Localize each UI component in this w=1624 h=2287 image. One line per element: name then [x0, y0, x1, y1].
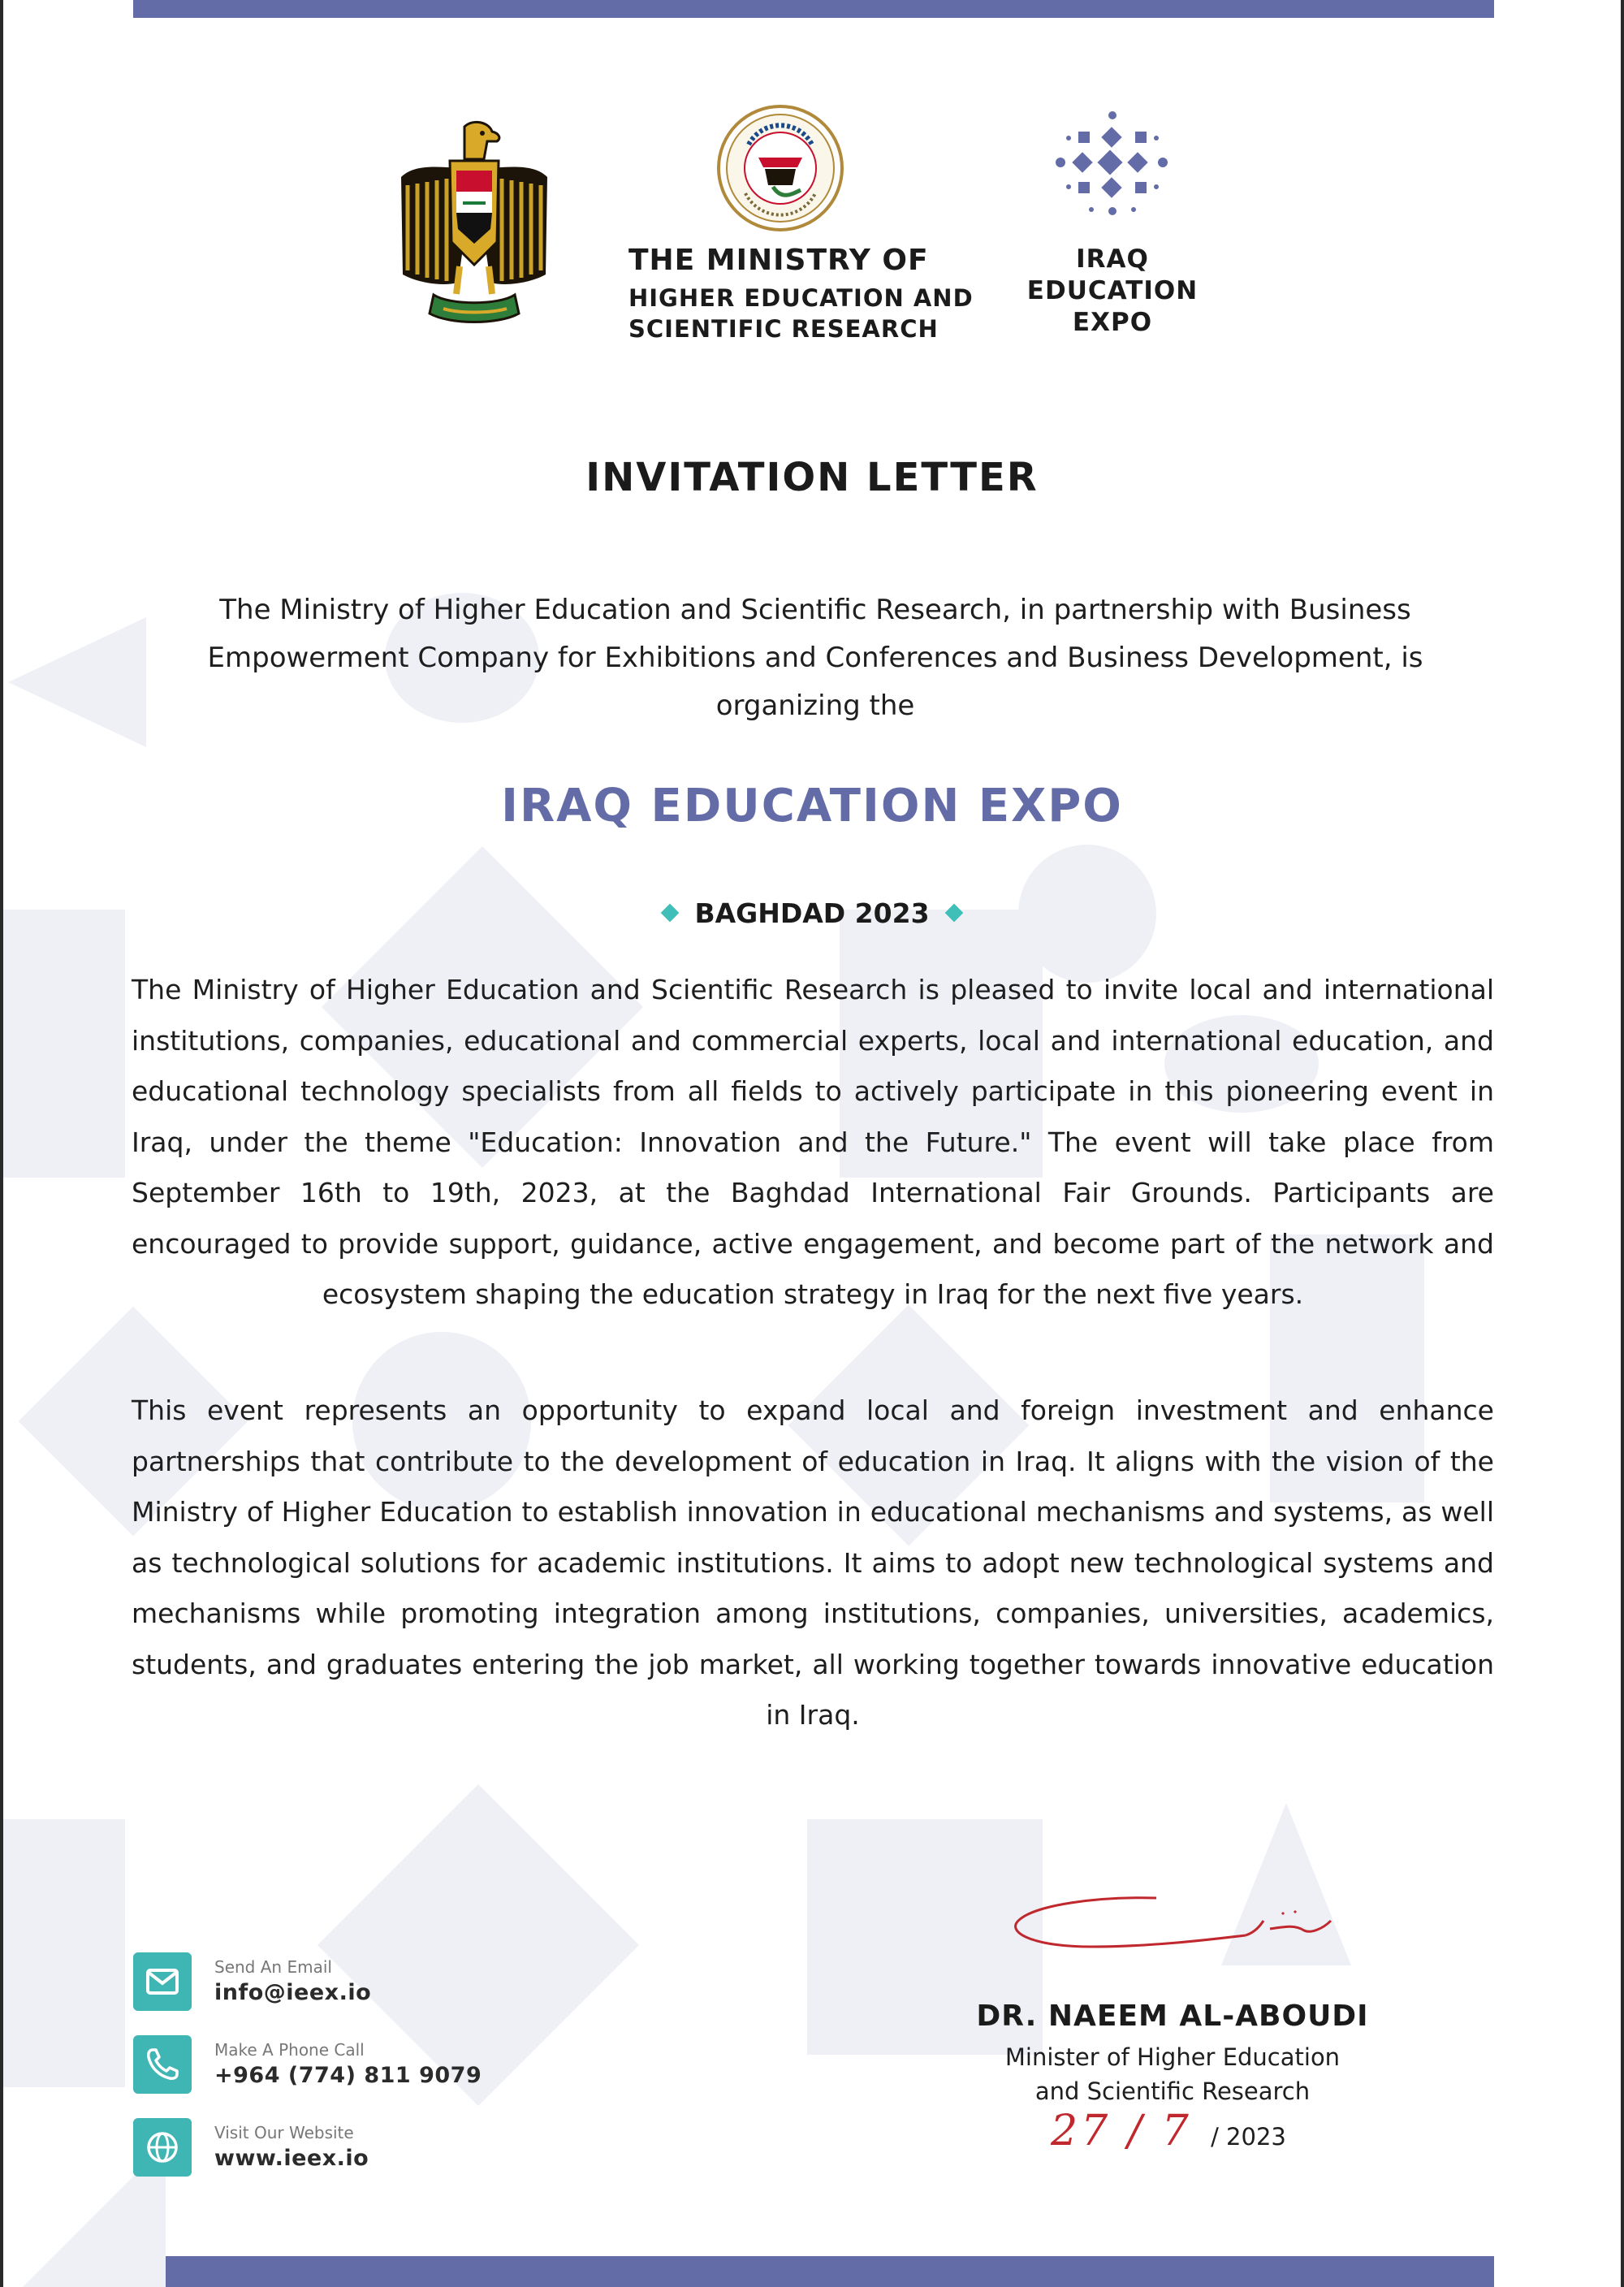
- ministry-name-line3: SCIENTIFIC RESEARCH: [628, 315, 939, 343]
- event-name: IRAQ EDUCATION EXPO: [501, 780, 1123, 832]
- contact-email-value[interactable]: info@ieex.io: [214, 1980, 372, 2005]
- signatory-role: [929, 2040, 1416, 2108]
- expo-name-header: [1007, 244, 1218, 339]
- contact-phone-value[interactable]: +964 (774) 811 9079: [214, 2063, 482, 2088]
- bottom-accent-band: [133, 2256, 1494, 2287]
- letter-title: INVITATION LETTER: [585, 455, 1039, 500]
- diamond-bullet-icon: [944, 903, 963, 922]
- ministry-seal-logo: [716, 104, 844, 232]
- top-accent-band: [133, 0, 1494, 18]
- body-paragraph-1: The Ministry of Higher Education and Scientific Research is pleased to invite local and international institutions, companies, educational and commercial experts, local and international education, and educational technology specialists from all fields to actively participate in this pioneering event in Iraq, under the theme "Education: Innovation and the Future." The event will take place from September 16th to 19th, 2023, at the Baghdad International Fair Grounds. Participants are encouraged to provide support, guidance, active engagement, and become part of the network and ecosystem shaping the education strategy in Iraq for the next five years.: [132, 974, 1494, 1310]
- signature-date: [1051, 2107, 1286, 2155]
- expo-name-line1: IRAQ: [1076, 244, 1149, 274]
- signature-date-printed: / 2023: [1211, 2123, 1286, 2151]
- contact-website-value[interactable]: www.ieex.io: [214, 2146, 369, 2171]
- event-location-year-text: BAGHDAD 2023: [694, 897, 930, 929]
- event-location-year: [3, 897, 1621, 929]
- signatory-role-line2: and Scientific Research: [1034, 2077, 1311, 2105]
- iraq-education-expo-logo: [1049, 109, 1179, 231]
- handwritten-signature: [1002, 1888, 1359, 1978]
- ministry-name-line1: THE MINISTRY OF: [628, 244, 929, 277]
- signatory-role-line1: Minister of Higher Education: [1004, 2043, 1341, 2071]
- contact-website-label: Visit Our Website: [214, 2123, 354, 2142]
- intro-paragraph: The Ministry of Higher Education and Scientific Research, in partnership with Business Empowerment Company for Exhibitions and Conferences and Business Development, is organizing the: [207, 594, 1423, 722]
- iraq-coat-of-arms-logo: [393, 120, 555, 331]
- mail-icon: [133, 1952, 192, 2011]
- contact-phone-label: Make A Phone Call: [214, 2040, 365, 2060]
- expo-name-line2: EDUCATION: [1026, 276, 1199, 305]
- body-paragraph-2: This event represents an opportunity to expand local and foreign investment and enhance partnerships that contribute to the development of education in Iraq. It aligns with the vision of the Ministry of Higher Education to establish innovation in educational mechanisms and systems, as well as technological solutions for academic institutions. It aims to adopt new technological systems and mechanisms while promoting integration among institutions, companies, universities, academics, students, and graduates entering the job market, all working together towards innovative education in Iraq.: [132, 1394, 1494, 1731]
- diamond-bullet-icon: [661, 903, 680, 922]
- contact-email-label: Send An Email: [214, 1957, 332, 1977]
- letter-page: [3, 0, 1621, 2287]
- ministry-name-line2: HIGHER EDUCATION AND: [628, 284, 974, 312]
- ministry-name-lines: [628, 283, 974, 344]
- phone-icon: [133, 2035, 192, 2094]
- expo-name-line3: EXPO: [1072, 308, 1153, 337]
- signature-date-handwritten: 27 / 7: [1051, 2107, 1192, 2155]
- globe-icon: [133, 2118, 192, 2177]
- signatory-name: DR. NAEEM AL-ABOUDI: [976, 2000, 1369, 2033]
